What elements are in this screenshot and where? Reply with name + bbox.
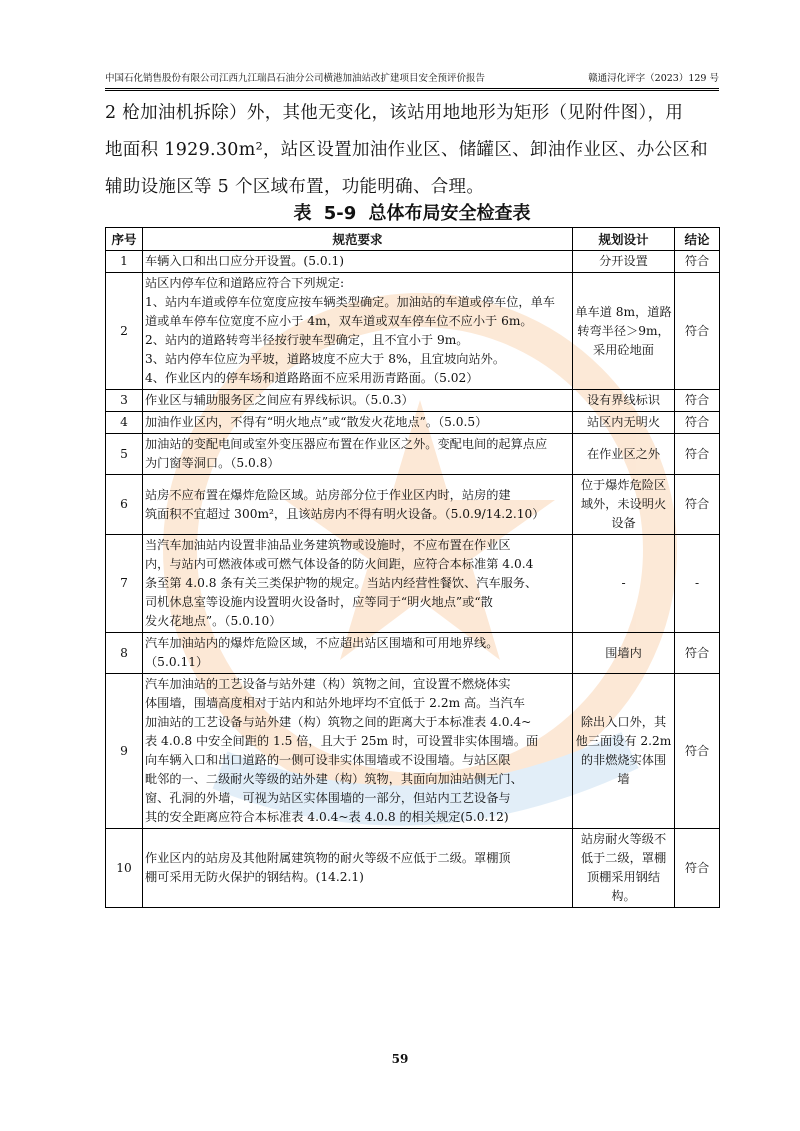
result-cell: 符合 [675,390,720,412]
requirement-line: 为门窗等洞口。（5.0.8） [145,456,280,470]
header-doc-number: 赣通浔化评字（2023）129 号 [588,73,719,84]
requirement-line: 作业区内的站房及其他附属建筑物的耐火等级不应低于二级。罩棚顶 [145,851,511,865]
result-cell: 符合 [675,633,720,674]
design-cell [573,475,675,535]
table-row [106,535,720,633]
table-row [106,434,720,475]
requirement-line: 加油站的变配电间或室外变压器应布置在作业区之外。变配电间的起算点应 [145,437,548,451]
requirement-line: 作业区与辅助服务区之间应有界线标识。（5.0.3） [145,393,414,407]
row-number: 2 [106,273,143,390]
result-cell: 符合 [675,273,720,390]
table-title: 表 5-9 总体布局安全检查表 [293,203,531,224]
design-line: 分开设置 [599,254,648,268]
requirement-line: 体围墙，围墙高度相对于站内和站外地坪均不宜低于 2.2m 高。当汽车 [145,696,525,710]
design-cell [573,829,675,908]
row-number: 3 [106,390,143,412]
design-line: 顶棚采用钢结 [586,870,661,884]
col-header-requirement: 规范要求 [143,228,573,251]
col-header-design: 规划设计 [573,228,675,251]
design-line: 在作业区之外 [586,446,661,461]
requirement-line: 毗邻的一、二级耐火等级的站外建（构）筑物，其面向加油站侧无门、 [145,772,523,786]
requirement-line: 条至第 4.0.8 条有关三类保护物的规定。当站内经营性餐饮、汽车服务、 [145,576,538,590]
result-cell: - [675,535,720,633]
requirement-line: 汽车加油站的工艺设备与站外建（构）筑物之间，宜设置不燃烧体实 [145,677,511,691]
design-cell [573,535,675,633]
design-line: 除出入口外，其 [580,715,667,729]
intro-line: 地面积 1929.30m²，站区设置加油作业区、储罐区、卸油作业区、办公区和 [105,140,708,160]
requirement-cell [143,390,573,412]
requirement-line: 加油作业区内，不得有“明火地点”或“散发火花地点”。（5.0.5） [145,415,488,429]
header-rule [105,88,719,89]
requirement-line: 车辆入口和出口应分开设置。(5.0.1) [145,254,344,268]
design-line: 设备 [611,516,636,530]
col-header-no: 序号 [106,228,143,251]
requirement-line: 站房不应布置在爆炸危险区域。站房部分位于作业区内时，站房的建 [145,487,511,502]
design-line: 站房耐火等级不 [580,832,667,846]
requirement-cell [143,829,573,908]
requirement-line: 道或单车停车位宽度不应小于 4m，双车道或双车停车位不应小于 6m。 [145,314,533,328]
design-line: 站区内无明火 [586,415,661,429]
requirement-line: 站区内停车位和道路应符合下列规定: [145,276,345,290]
header-rule-thin [105,90,719,91]
col-header-result: 结论 [675,228,720,251]
requirement-cell [143,633,573,674]
design-line: - [621,576,626,590]
result-cell: 符合 [675,674,720,829]
design-cell [573,412,675,434]
design-line: 他三面设有 2.2m [575,734,672,748]
design-cell [573,251,675,273]
design-line: 的非燃烧实体围 [580,753,667,767]
header-report-title: 中国石化销售股份有限公司江西九江瑞昌石油分公司横港加油站改扩建项目安全预评价报告 [105,73,486,84]
result-cell: 符合 [675,475,720,535]
result-cell: 符合 [675,412,720,434]
design-line: 围墙内 [605,645,642,660]
requirement-line: 3、站内停车位应为平坡，道路坡度不应大于 8%，且宜坡向站外。 [145,352,506,366]
requirement-line: 窗、孔洞的外墙，可视为站区实体围墙的一部分，但站内工艺设备与 [145,791,511,805]
result-cell: 符合 [675,829,720,908]
table-row [106,412,720,434]
requirement-line: 向车辆入口和出口道路的一侧可设非实体围墙或不设围墙。与站区限 [145,753,511,767]
requirement-line: 表 4.0.8 中安全间距的 1.5 倍，且大于 25m 时，可设置非实体围墙。面 [145,734,539,748]
row-number: 9 [106,674,143,829]
requirement-line: 棚可采用无防火保护的钢结构。(14.2.1) [145,870,364,884]
requirement-cell [143,535,573,633]
design-cell [573,633,675,674]
table-row [106,674,720,829]
design-line: 低于二级，罩棚 [580,851,667,865]
design-line: 位于爆炸危险区 [580,478,667,492]
design-cell [573,390,675,412]
intro-line: 辅助设施区等 5 个区域布置，功能明确、合理。 [105,177,485,197]
design-cell [573,434,675,475]
design-line: 单车道 8m，道路 [575,304,672,319]
requirement-line: 当汽车加油站内设置非油品业务建筑物或设施时，不应布置在作业区 [145,538,511,552]
page-number: 59 [391,1052,409,1066]
design-line: 域外，未设明火 [580,497,667,511]
requirement-line: 司机休息室等设施内设置明火设备时，应等同于“明火地点”或“散 [145,595,493,609]
design-cell [573,674,675,829]
design-line: 墙 [617,772,630,786]
table-header-row [106,228,720,251]
result-cell: 符合 [675,251,720,273]
design-line: 构。 [611,889,636,903]
intro-line: 2 枪加油机拆除）外，其他无变化，该站用地地形为矩形（见附件图），用 [105,103,684,123]
requirement-line: 2、站内的道路转弯半径按行驶车型确定，且不宜小于 9m。 [145,333,469,347]
requirement-line: 4、作业区内的停车场和道路路面不应采用沥青路面。（5.02） [145,371,479,385]
requirement-line: 汽车加油站内的爆炸危险区域，不应超出站区围墙和可用地界线。 [145,636,499,650]
page-header [105,70,719,87]
table-row [106,273,720,390]
design-line: 采用砼地面 [593,342,654,357]
requirement-line: 1、站内车道或停车位宽度应按车辆类型确定。加油站的车道或停车位，单车 [145,295,555,309]
row-number: 5 [106,434,143,475]
table-row [106,251,720,273]
table-row [106,390,720,412]
design-line: 转弯半径＞9m， [577,323,670,338]
table-row [106,829,720,908]
requirement-line: （5.0.11） [145,655,209,669]
row-number: 6 [106,475,143,535]
row-number: 8 [106,633,143,674]
requirement-cell [143,434,573,475]
table-row [106,633,720,674]
row-number: 1 [106,251,143,273]
design-line: 设有界线标识 [586,393,661,407]
intro-paragraph [105,95,719,206]
table-row [106,475,720,535]
design-cell [573,273,675,390]
requirement-cell [143,412,573,434]
requirement-cell [143,475,573,535]
row-number: 10 [106,829,143,908]
row-number: 4 [106,412,143,434]
requirement-line: 其的安全距离应符合本标准表 4.0.4~表 4.0.8 的相关规定(5.0.12) [145,810,509,824]
row-number: 7 [106,535,143,633]
requirement-line: 加油站的工艺设备与站外建（构）筑物之间的距离大于本标准表 4.0.4~ [145,715,532,729]
layout-safety-checklist-table [105,227,720,908]
requirement-cell [143,273,573,390]
requirement-line: 筑面积不宜超过 300m²，且该站房内不得有明火设备。（5.0.9/14.2.10） [145,506,545,521]
requirement-cell [143,674,573,829]
requirement-line: 内，与站内可燃液体或可燃气体设备的防火间距，应符合本标准第 4.0.4 [145,557,534,571]
requirement-cell [143,251,573,273]
result-cell: 符合 [675,434,720,475]
requirement-line: 发火花地点”。（5.0.10） [145,614,282,628]
